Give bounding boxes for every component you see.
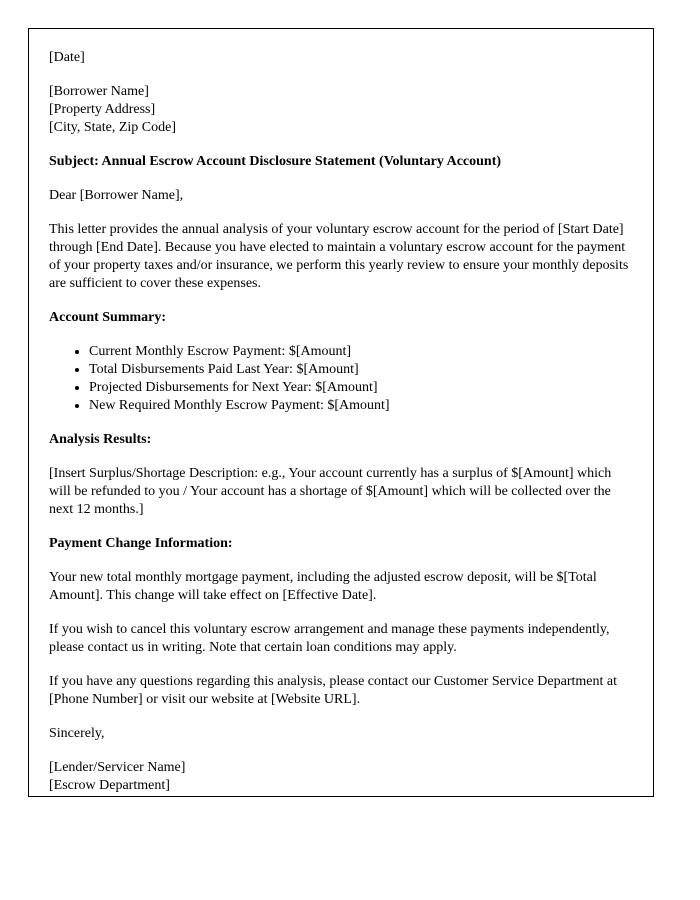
summary-item-current-payment: • Current Monthly Escrow Payment: $[Amount] [89, 343, 629, 361]
closing: Sincerely, [49, 726, 105, 741]
date-placeholder: [Date] [49, 50, 85, 65]
recipient-property-address: [Property Address] [49, 102, 156, 117]
recipient-name: [Borrower Name] [49, 84, 149, 99]
salutation: Dear [Borrower Name], [49, 188, 184, 203]
payment-change-heading: Payment Change Information: [49, 536, 233, 551]
signature-lender-name: [Lender/Servicer Name] [49, 760, 186, 775]
summary-item-projected-disbursements: • Projected Disbursements for Next Year: $[Amount] [89, 379, 629, 397]
account-summary-list [49, 343, 629, 415]
summary-item-total-disbursements: • Total Disbursements Paid Last Year: $[Amount] [89, 361, 629, 379]
recipient-address-block [49, 83, 629, 137]
signature-department: [Escrow Department] [49, 778, 170, 793]
payment-change-paragraph-2: If you wish to cancel this voluntary escrow arrangement and manage these payments independently, please contact us in writing. Note that certain loan conditions may apply. [49, 622, 610, 655]
signature-block [49, 759, 629, 795]
subject-line: Subject: Annual Escrow Account Disclosure Statement (Voluntary Account) [49, 154, 502, 169]
intro-paragraph: This letter provides the annual analysis of your voluntary escrow account for the period of [Start Date] through [End Date]. Because you have elected to maintain a voluntary escrow account for the payment of your property taxes and/or insurance, we perform this yearly review to ensure your monthly deposits are sufficient to cover these expenses. [49, 222, 629, 291]
analysis-results-body: [Insert Surplus/Shortage Description: e.g., Your account currently has a surplus of $[Amount] which will be refunded to you / Your account has a shortage of $[Amount] which will be collected over the next 12 months.] [49, 466, 612, 517]
payment-change-paragraph-3: If you have any questions regarding this analysis, please contact our Customer Service Department at [Phone Number] or visit our website at [Website URL]. [49, 674, 617, 707]
summary-item-new-required-payment: • New Required Monthly Escrow Payment: $[Amount] [89, 397, 629, 415]
payment-change-paragraph-1: Your new total monthly mortgage payment, including the adjusted escrow deposit, will be $[Total Amount]. This change will take effect on [Effective Date]. [49, 570, 597, 603]
account-summary-heading: Account Summary: [49, 310, 167, 325]
analysis-results-heading: Analysis Results: [49, 432, 152, 447]
letter-page [28, 28, 654, 797]
recipient-city-state-zip: [City, State, Zip Code] [49, 120, 177, 135]
